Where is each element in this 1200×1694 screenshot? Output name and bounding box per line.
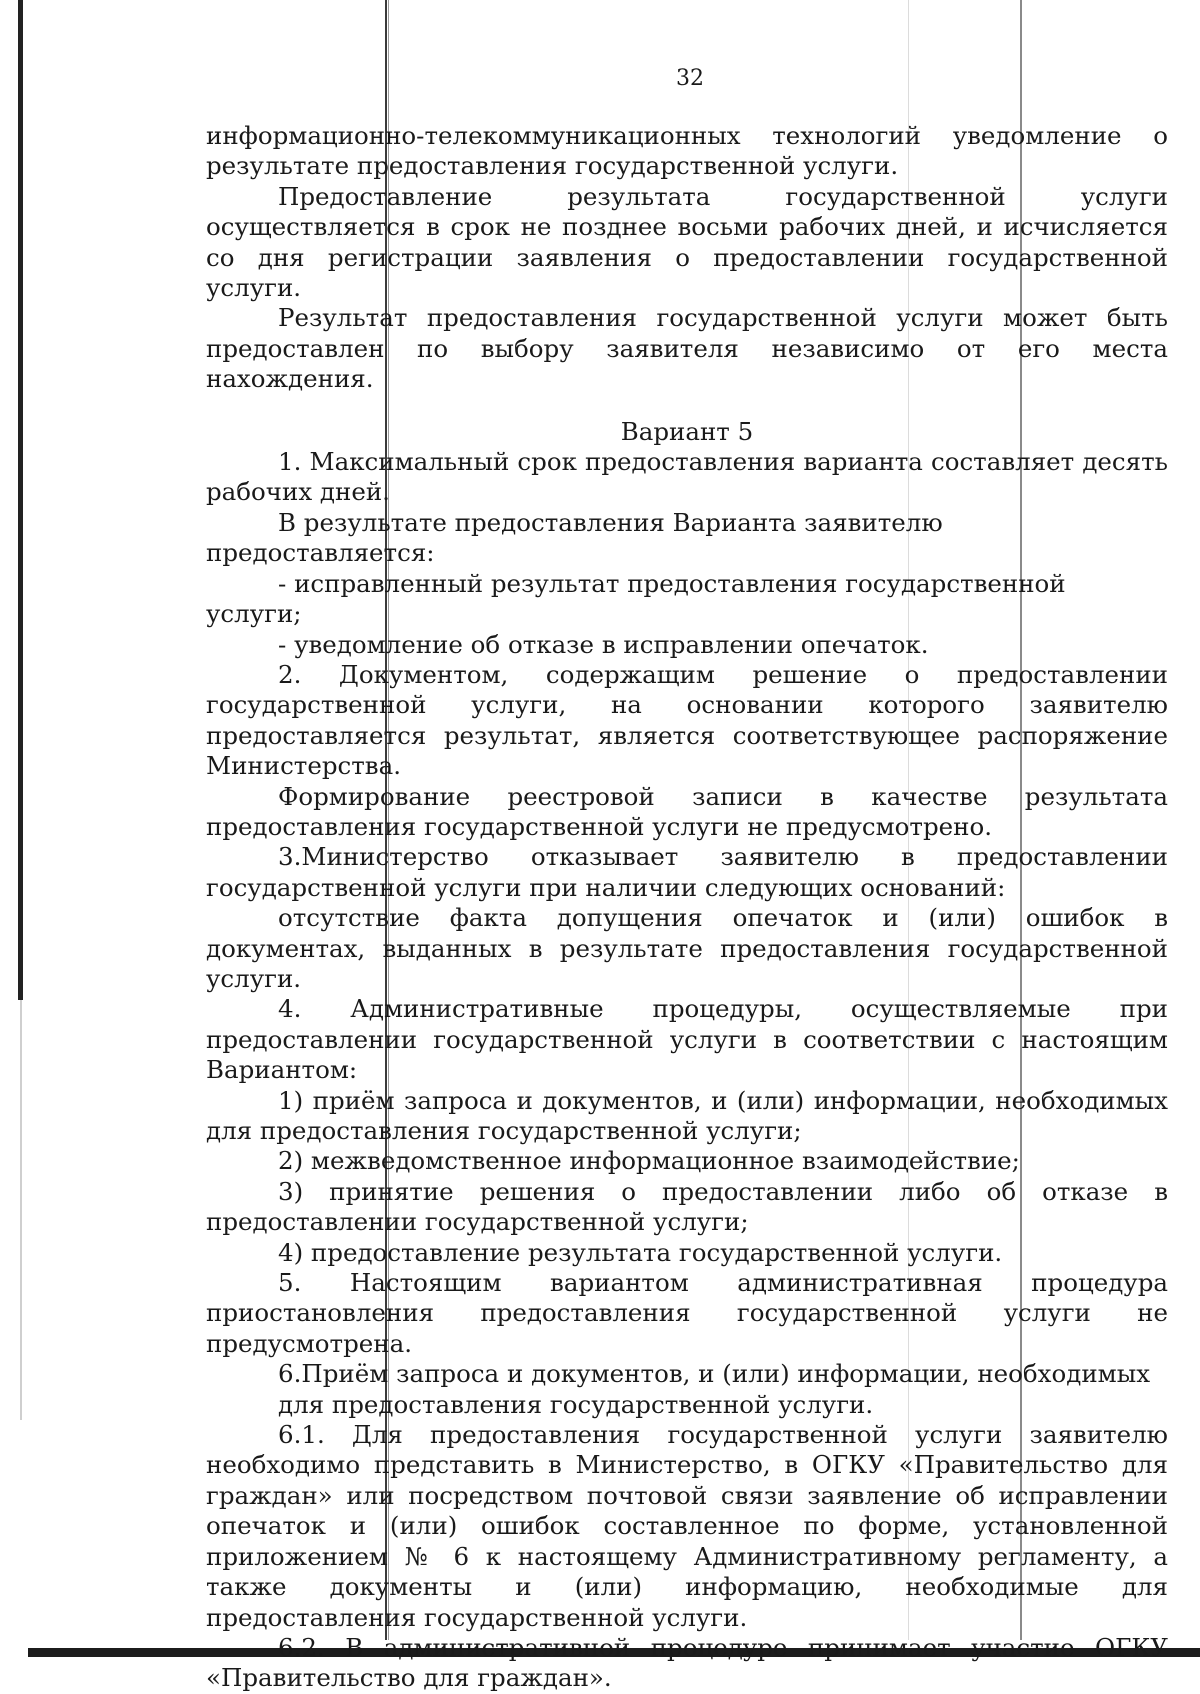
paragraph: 5. Настоящим вариантом административная процедура приостановления предоставления государственной услуги не предусмотрена. — [206, 1268, 1168, 1358]
paragraph: 6.1. Для предоставления государственной услуги заявителю необходимо представить в Министерство, в ОГКУ «Правительство для граждан» или посредством почтовой связи заявление об исправлении опечаток и (или) ошибок составленное по форме, установленной приложением № 6 к настоящему Административному регламенту, а также документы и (или) информацию, необходимые для предоставления государственной услуги. — [206, 1420, 1168, 1632]
paragraph: Результат предоставления государственной услуги может быть предоставлен по выбору заявителя независимо от его места нахождения. — [206, 303, 1168, 394]
paragraph: 3) принятие решения о предоставлении либо об отказе в предоставлении государственной услуги; — [206, 1176, 1168, 1237]
paragraph: 4. Административные процедуры, осуществляемые при предоставлении государственной услуги в соответствии с настоящим Вариантом: — [206, 994, 1168, 1085]
paragraph: Предоставление результата государственной услуги осуществляется в срок не позднее восьми рабочих дней, и исчисляется со дня регистрации заявления о предоставлении государственной услуги. — [206, 181, 1168, 303]
scan-left-edge-faint — [20, 1000, 22, 1420]
paragraph: информационно-телекоммуникационных технологий уведомление о результате предоставления государственной услуги. — [206, 121, 1168, 181]
paragraph: - уведомление об отказе в исправлении опечаток. — [278, 629, 929, 659]
scan-left-edge — [18, 0, 23, 1000]
section-heading: Вариант 5 — [620, 416, 754, 446]
paragraph: 2. Документом, содержащим решение о предоставлении государственной услуги, на основании которого заявителю предоставляется результат, является соответствующее распоряжение Министерства. — [206, 659, 1168, 781]
paragraph: 4) предоставление результата государственной услуги. — [278, 1237, 1003, 1267]
paragraph: В результате предоставления Варианта заявителю предоставляется: — [206, 507, 943, 568]
paragraph: Формирование реестровой записи в качестве результата предоставления государственной услуги не предусмотрено. — [206, 781, 1168, 841]
paragraph: 6.Приём запроса и документов, и (или) информации, необходимых для предоставления государственной услуги. — [278, 1359, 1151, 1419]
document-body — [206, 121, 1168, 1694]
paragraph: отсутствие факта допущения опечаток и (или) ошибок в документах, выданных в результате предоставления государственной услуги. — [206, 903, 1168, 993]
paragraph: 2) межведомственное информационное взаимодействие; — [278, 1146, 1020, 1176]
paragraph: 3.Министерство отказывает заявителю в предоставлении государственной услуги при наличии следующих оснований: — [206, 842, 1168, 902]
paragraph: 1) приём запроса и документов, и (или) информации, необходимых для предоставления государственной услуги; — [206, 1085, 1168, 1145]
paragraph: 1. Максимальный срок предоставления варианта составляет десять рабочих дней. — [206, 447, 1168, 507]
paragraph: 6.2. В административной процедуре принимает участие ОГКУ «Правительство для граждан». — [206, 1632, 1168, 1693]
paragraph: - исправленный результат предоставления государственной услуги; — [206, 568, 1066, 629]
page-number: 32 — [676, 66, 704, 91]
